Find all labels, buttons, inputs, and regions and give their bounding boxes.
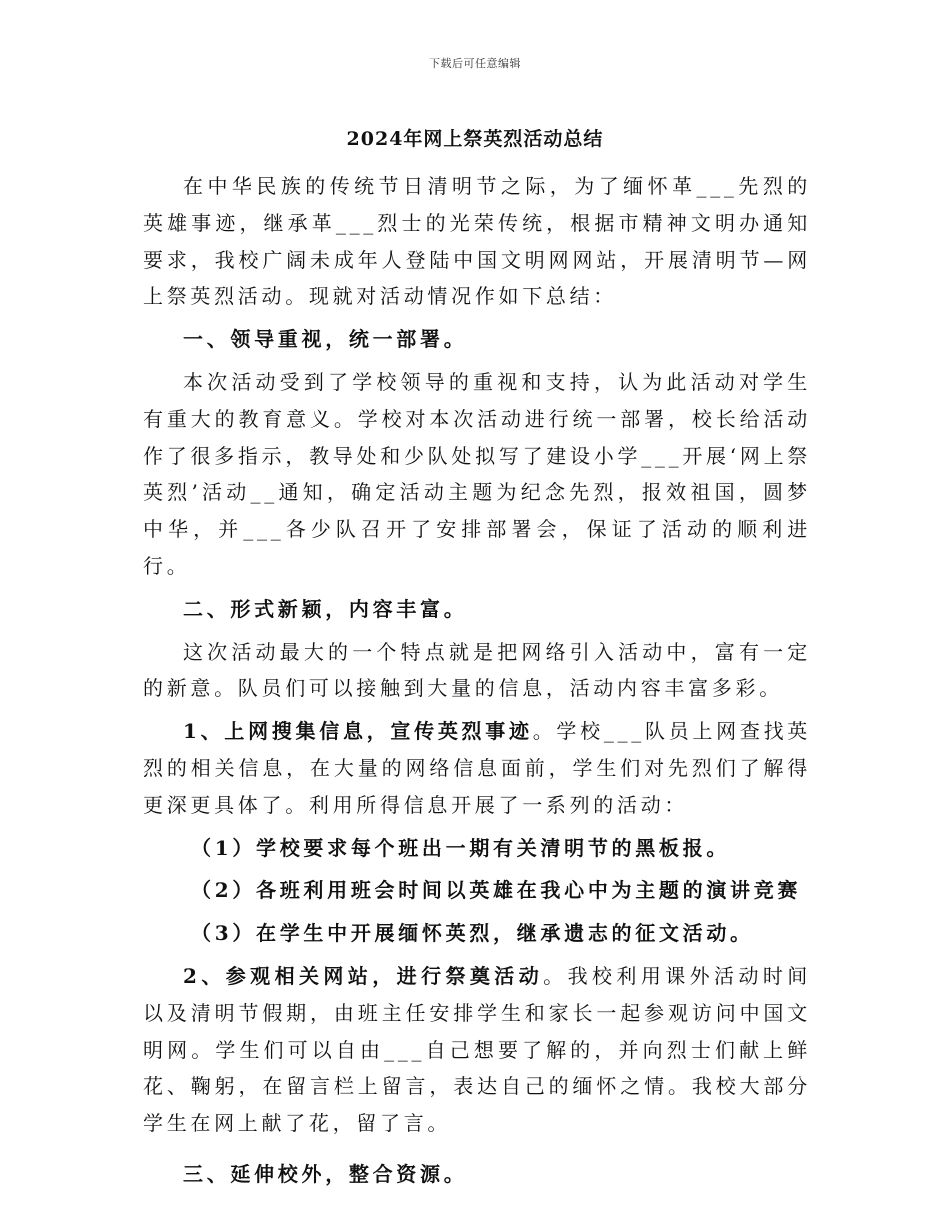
subsection-1-paragraph bbox=[143, 713, 811, 823]
header-note: 下载后可任意编辑 bbox=[429, 57, 521, 70]
section-heading-1: 一、领导重视，统一部署。 bbox=[183, 327, 468, 352]
subsection-2-text: 。我校利用课外活动时间以及清明节假期，由班主任安排学生和家长一起参观访问中国文明网。学生们可以自由___自己想要了解的，并向烈士们献上鲜花、鞠躬，在留言栏上留言，表达自己的缅怀之情。我校大部分学生在网上献了花，留了言。 bbox=[143, 963, 812, 1136]
section-2-paragraph: 这次活动最大的一个特点就是把网络引入活动中，富有一定的新意。队员们可以接触到大量的信息，活动内容丰富多彩。 bbox=[143, 639, 811, 701]
list-item-1: （1）学校要求每个班出一期有关清明节的黑板报。 bbox=[191, 835, 731, 860]
list-item-2: （2）各班利用班会时间以英雄在我心中为主题的演讲竞赛 bbox=[191, 878, 802, 903]
section-heading-2: 二、形式新颖，内容丰富。 bbox=[183, 596, 468, 621]
subsection-2-paragraph bbox=[143, 958, 811, 1142]
document-title: 2024年网上祭英烈活动总结 bbox=[346, 128, 604, 150]
section-1-paragraph: 本次活动受到了学校领导的重视和支持，认为此活动对学生有重大的教育意义。学校对本次活动进行统一部署，校长给活动作了很多指示，教导处和少队处拟写了建设小学___开展‘网上祭英烈’活动__通知，确定活动主题为纪念先烈，报效祖国，圆梦中华，并___各少队召开了安排部署会，保证了活动的顺利进行。 bbox=[143, 369, 811, 578]
subsection-1-lead: 1、上网搜集信息，宣传英烈事迹 bbox=[183, 719, 533, 744]
subsection-1-text: 。学校___队员上网查找英烈的相关信息，在大量的网络信息面前，学生们对先烈们了解得更深更具体了。利用所得信息开展了一系列的活动： bbox=[143, 719, 811, 817]
section-heading-3: 三、延伸校外，整合资源。 bbox=[183, 1161, 468, 1186]
intro-paragraph: 在中华民族的传统节日清明节之际，为了缅怀革___先烈的英雄事迹，继承革___烈士的光荣传统，根据市精神文明办通知要求，我校广阔未成年人登陆中国文明网网站，开展清明节—网上祭英烈活动。现就对活动情况作如下总结： bbox=[143, 174, 811, 309]
document-body bbox=[143, 168, 811, 1193]
list-item-3: （3）在学生中开展缅怀英烈，继承遗志的征文活动。 bbox=[191, 921, 754, 946]
subsection-2-lead: 2、参观相关网站，进行祭奠活动 bbox=[183, 963, 544, 988]
